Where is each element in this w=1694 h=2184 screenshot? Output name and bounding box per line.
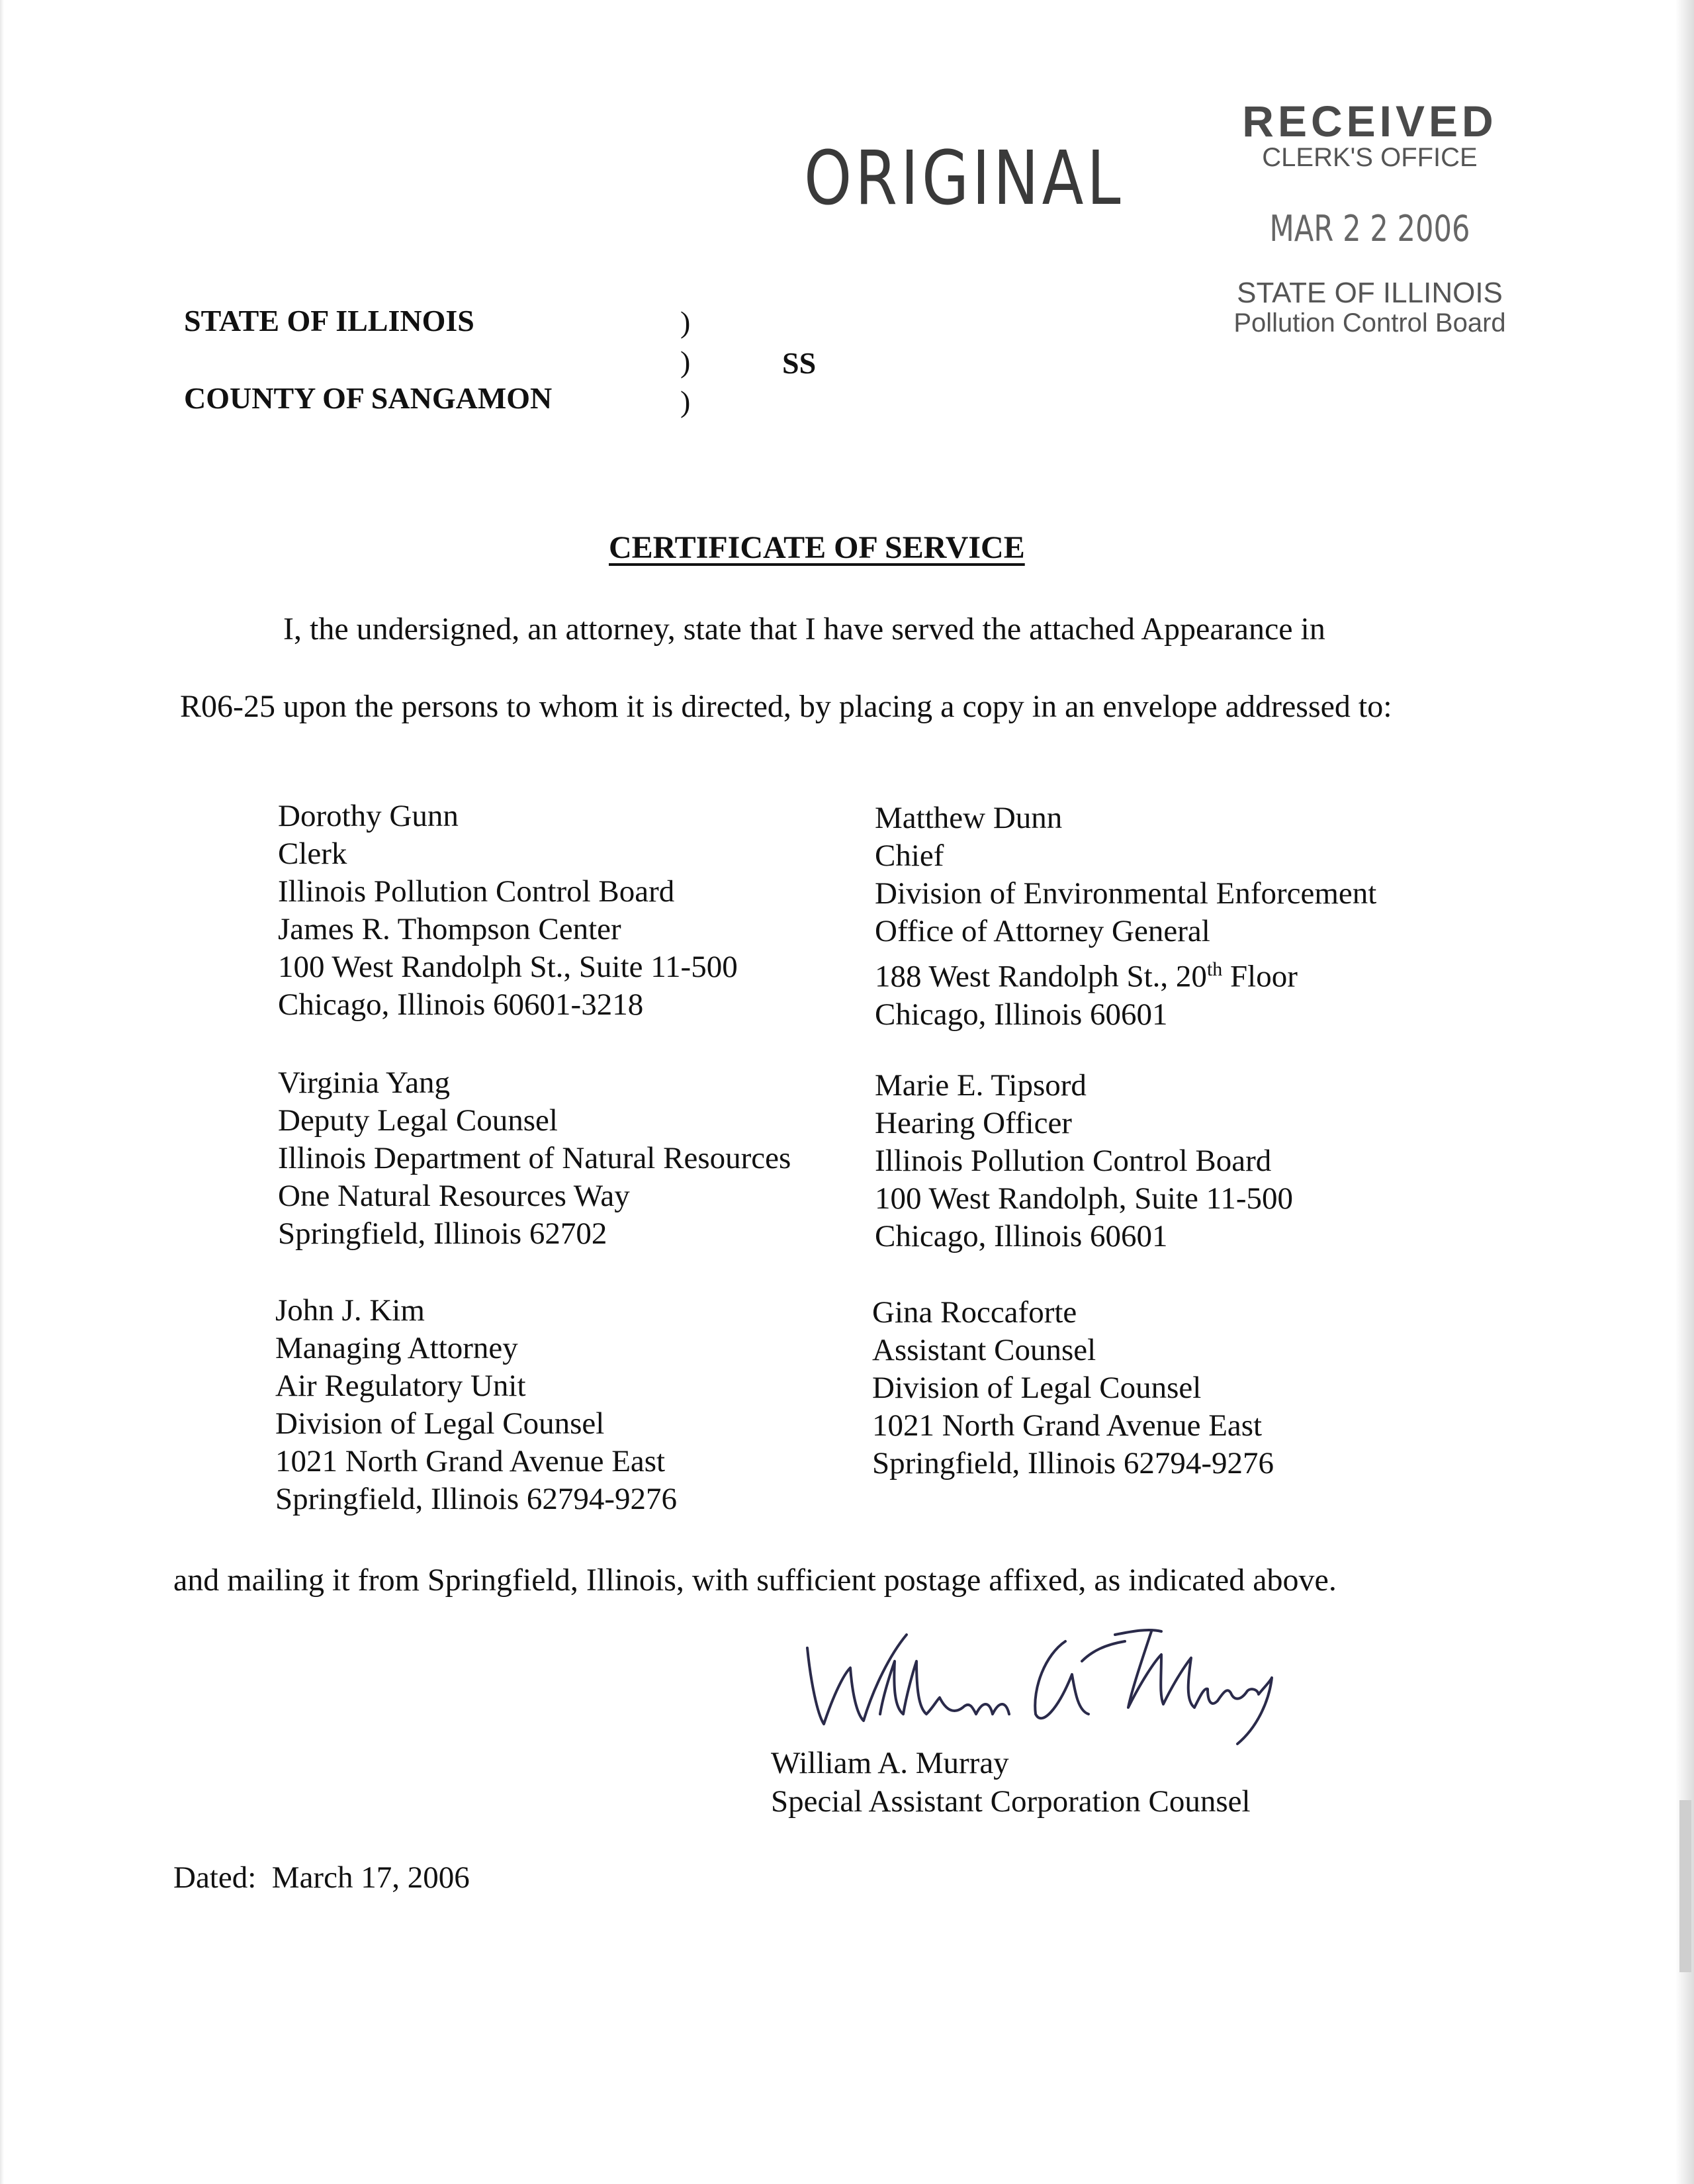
intro-line-1: I, the undersigned, an attorney, state that I have served the attached Appearance in [283,612,1325,647]
certificate-title: CERTIFICATE OF SERVICE [609,530,1025,565]
signer-name: William A. Murray [771,1746,1009,1780]
addressee-line: Illinois Department of Natural Resources [278,1141,791,1175]
signer-block [771,1744,1251,1821]
addressee-line: Springfield, Illinois 62794-9276 [872,1446,1274,1480]
addressee-line: Assistant Counsel [872,1333,1096,1367]
addressee-line: Marie E. Tipsord [875,1068,1087,1103]
addressee-line: Office of Attorney General [875,914,1210,948]
caption-state: STATE OF ILLINOIS [184,304,474,338]
addressee-line: Air Regulatory Unit [275,1369,526,1403]
addressee-marie-tipsord [875,1067,1293,1255]
dated-line: Dated: March 17, 2006 [173,1860,470,1895]
addressee-line: Managing Attorney [275,1331,518,1365]
signature-image [781,1615,1284,1747]
addressee-line: 100 West Randolph St., Suite 11-500 [278,950,738,984]
addressee-line: Virginia Yang [278,1066,451,1100]
addressee-line: Division of Environmental Enforcement [875,876,1377,911]
addressee-line: Springfield, Illinois 62794-9276 [275,1482,678,1516]
received-stamp-board: Pollution Control Board [1233,308,1506,338]
addressee-line: Chicago, Illinois 60601-3218 [278,987,644,1022]
addressee-line: One Natural Resources Way [278,1179,630,1213]
intro-line-2: R06-25 upon the persons to whom it is directed, by placing a copy in an envelope addressed to: [180,689,1392,724]
original-stamp: ORIGINAL [804,136,1124,222]
caption-county: COUNTY OF SANGAMON [184,381,553,415]
addressee-line: Hearing Officer [875,1106,1072,1140]
addressee-line: Division of Legal Counsel [872,1371,1202,1405]
addressee-line: Illinois Pollution Control Board [875,1144,1272,1178]
addressee-line: 1021 North Grand Avenue East [275,1444,666,1479]
received-stamp-date: MAR 2 2 2006 [1269,208,1470,250]
floor-street: 188 West Randolph St., 20 [875,959,1207,994]
addressee-line: 1021 North Grand Avenue East [872,1408,1263,1443]
scan-edge-left [0,0,4,2184]
addressee-line: Dorothy Gunn [278,799,459,833]
addressee-line: Springfield, Illinois 62702 [278,1216,607,1251]
addressee-line: James R. Thompson Center [278,912,621,946]
closing-text: and mailing it from Springfield, Illinois, with sufficient postage affixed, as indicated above. [173,1563,1337,1598]
caption-ss: SS [782,346,817,380]
signer-title: Special Assistant Corporation Counsel [771,1784,1251,1819]
addressee-dorothy-gunn [278,797,738,1024]
scan-mark [1679,1800,1691,1972]
addressee-line: Illinois Pollution Control Board [278,874,675,909]
addressee-line: Division of Legal Counsel [275,1406,605,1441]
received-stamp-office: CLERK'S OFFICE [1262,143,1478,172]
addressee-line: John J. Kim [275,1293,425,1328]
caption-paren-3: ) [680,385,691,418]
addressee-gina-roccaforte [872,1294,1274,1482]
addressee-line: Clerk [278,837,347,871]
addressee-line: Chicago, Illinois 60601 [875,1219,1168,1253]
addressee-line: Deputy Legal Counsel [278,1103,558,1138]
received-stamp [1224,99,1515,338]
addressee-line: Chicago, Illinois 60601 [875,997,1168,1032]
addressee-line-floor [875,950,1376,996]
caption-paren-1: ) [680,305,691,339]
addressee-matthew-dunn [875,799,1376,1034]
addressee-line: Chief [875,839,944,873]
addressee-virginia-yang [278,1064,791,1253]
caption-paren-2: ) [680,345,691,379]
floor-word: Floor [1222,959,1298,994]
addressee-line: Gina Roccaforte [872,1295,1077,1330]
received-stamp-title: RECEIVED [1242,97,1497,146]
floor-superscript: th [1206,958,1223,980]
addressee-line: 100 West Randolph, Suite 11-500 [875,1181,1293,1216]
received-stamp-state: STATE OF ILLINOIS [1237,277,1503,309]
addressee-line: Matthew Dunn [875,801,1063,835]
addressee-john-kim [275,1292,677,1518]
